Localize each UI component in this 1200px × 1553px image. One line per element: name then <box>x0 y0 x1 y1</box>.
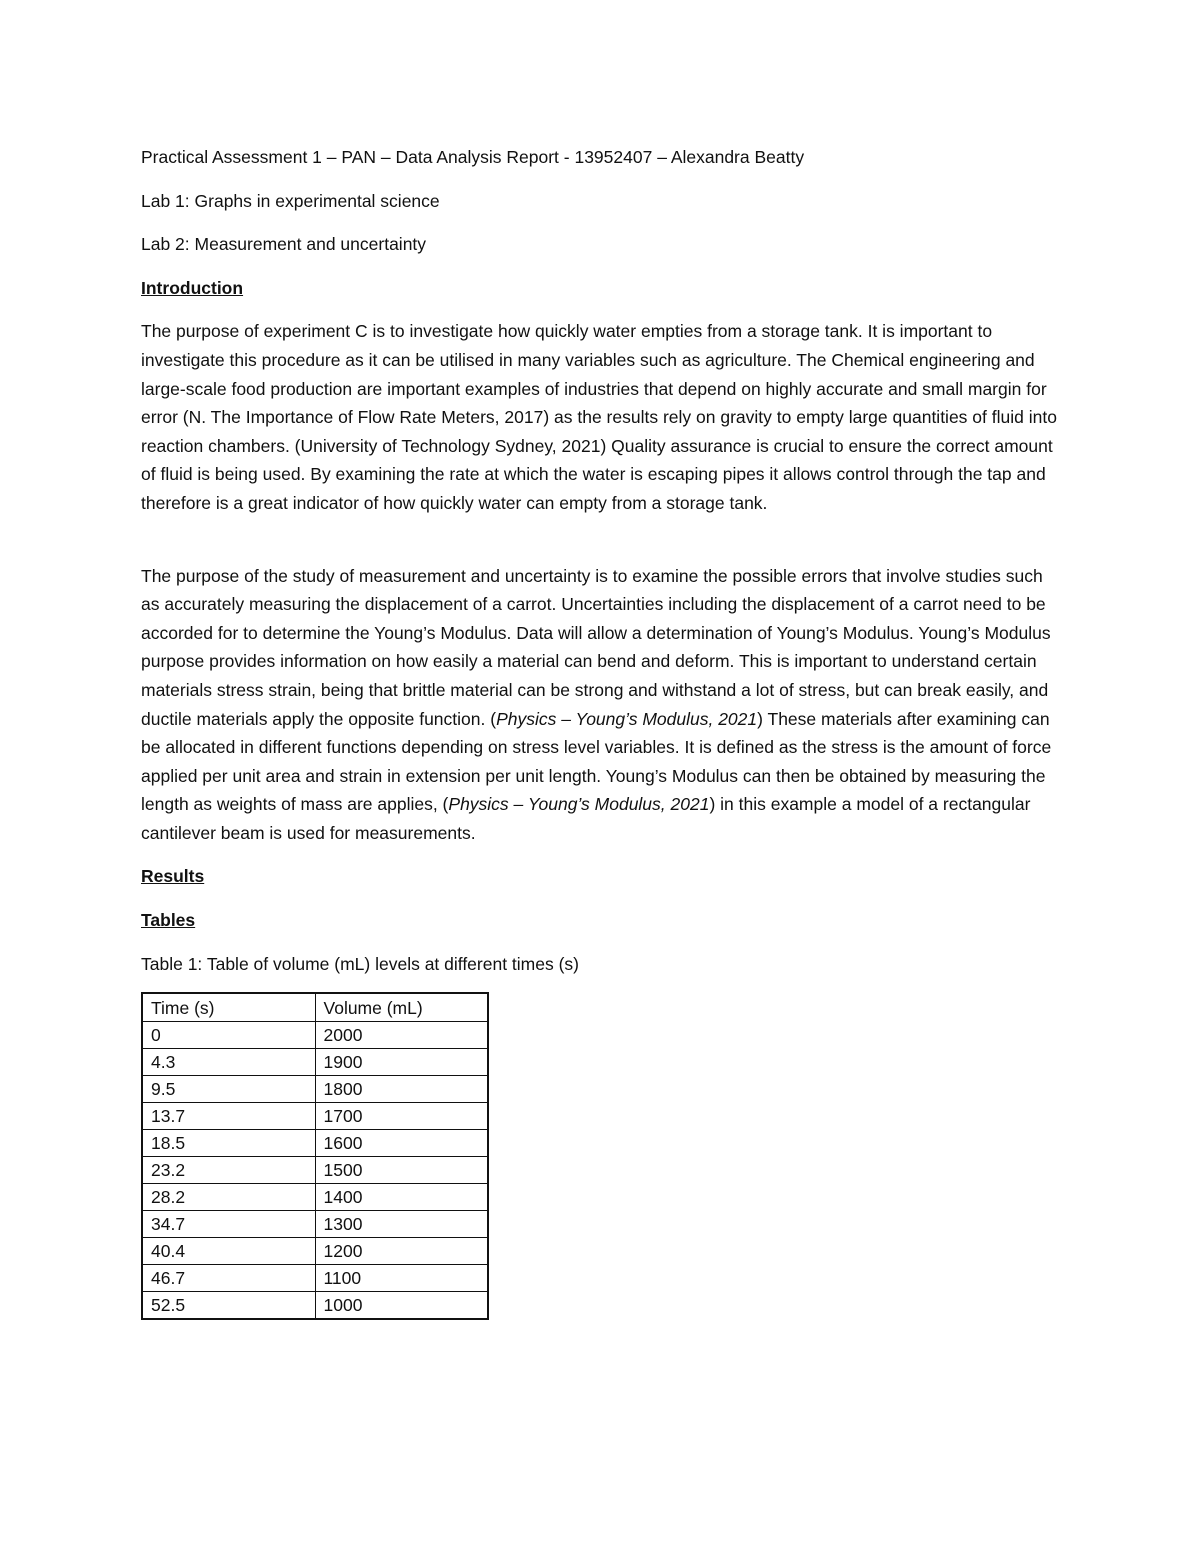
paragraph-text: ) These materials after examining can be allocated in different functions depending on stress level variables. It is defined as the stress is the amount of force applied per unit area and strain in extension per unit length. Young’s Modulus can then be obtained by measuring the length as weights of mass are applies, ( <box>141 708 1052 815</box>
volume-cell: 1400 <box>315 1184 488 1211</box>
citation: Physics – Young’s Modulus, 2021 <box>448 794 710 815</box>
table-row <box>142 1265 488 1292</box>
results-heading: Results <box>141 866 205 887</box>
time-cell: 23.2 <box>142 1157 315 1184</box>
time-cell: 46.7 <box>142 1265 315 1292</box>
time-cell: 34.7 <box>142 1211 315 1238</box>
volume-time-table <box>141 992 489 1320</box>
volume-cell: 1600 <box>315 1130 488 1157</box>
column-header: Time (s) <box>142 993 315 1022</box>
table-row <box>142 1292 488 1320</box>
volume-cell: 1500 <box>315 1157 488 1184</box>
table-row <box>142 1049 488 1076</box>
table1-caption: Table 1: Table of volume (mL) levels at different times (s) <box>141 953 580 974</box>
tables-heading: Tables <box>141 910 196 931</box>
time-cell: 0 <box>142 1022 315 1049</box>
document-page <box>141 143 1066 1320</box>
time-cell: 9.5 <box>142 1076 315 1103</box>
column-header: Volume (mL) <box>315 993 488 1022</box>
table-row <box>142 1184 488 1211</box>
time-cell: 4.3 <box>142 1049 315 1076</box>
volume-cell: 2000 <box>315 1022 488 1049</box>
citation: Physics – Young’s Modulus, 2021 <box>496 708 758 729</box>
time-cell: 52.5 <box>142 1292 315 1320</box>
volume-cell: 1100 <box>315 1265 488 1292</box>
time-cell: 40.4 <box>142 1238 315 1265</box>
table-row <box>142 1076 488 1103</box>
lab2-line: Lab 2: Measurement and uncertainty <box>141 234 427 255</box>
time-cell: 28.2 <box>142 1184 315 1211</box>
table-row <box>142 1022 488 1049</box>
volume-cell: 1900 <box>315 1049 488 1076</box>
volume-cell: 1000 <box>315 1292 488 1320</box>
table-row <box>142 1103 488 1130</box>
lab1-line: Lab 1: Graphs in experimental science <box>141 190 440 211</box>
introduction-heading: Introduction <box>141 277 244 298</box>
report-title: Practical Assessment 1 – PAN – Data Analysis Report - 13952407 – Alexandra Beatty <box>141 147 805 167</box>
volume-cell: 1300 <box>315 1211 488 1238</box>
paragraph-text: ) in this example a model of a rectangular cantilever beam is used for measurements. <box>141 794 1031 843</box>
table-row <box>142 1211 488 1238</box>
introduction-paragraph-1: The purpose of experiment C is to investigate how quickly water empties from a storage tank. It is important to investigate this procedure as it can be utilised in many variables such as agriculture. The Chemical engineering and large-scale food production are important examples of industries that depend on highly accurate and small margin for error (N. The Importance of Flow Rate Meters, 2017) as the results rely on gravity to empty large quantities of fluid into reaction chambers. (University of Technology Sydney, 2021) Quality assurance is crucial to ensure the correct amount of fluid is being used. By examining the rate at which the water is escaping pipes it allows control through the tap and therefore is a great indicator of how quickly water can empty from a storage tank. <box>141 321 1057 513</box>
introduction-paragraph-2 <box>141 562 1066 848</box>
time-cell: 18.5 <box>142 1130 315 1157</box>
paragraph-text: The purpose of the study of measurement and uncertainty is to examine the possible errors that involve studies such as accurately measuring the displacement of a carrot. Uncertainties including the displacement of a carrot need to be accorded for to determine the Young’s Modulus. Data will allow a determination of Young’s Modulus. Young’s Modulus purpose provides information on how easily a material can bend and deform. This is important to understand certain materials stress strain, being that brittle material can be strong and withstand a lot of stress, but can break easily, and ductile materials apply the opposite function. ( <box>141 565 1051 729</box>
volume-cell: 1800 <box>315 1076 488 1103</box>
time-cell: 13.7 <box>142 1103 315 1130</box>
table-row <box>142 1157 488 1184</box>
table-header-row <box>142 993 488 1022</box>
table-row <box>142 1238 488 1265</box>
volume-cell: 1200 <box>315 1238 488 1265</box>
volume-cell: 1700 <box>315 1103 488 1130</box>
table-row <box>142 1130 488 1157</box>
